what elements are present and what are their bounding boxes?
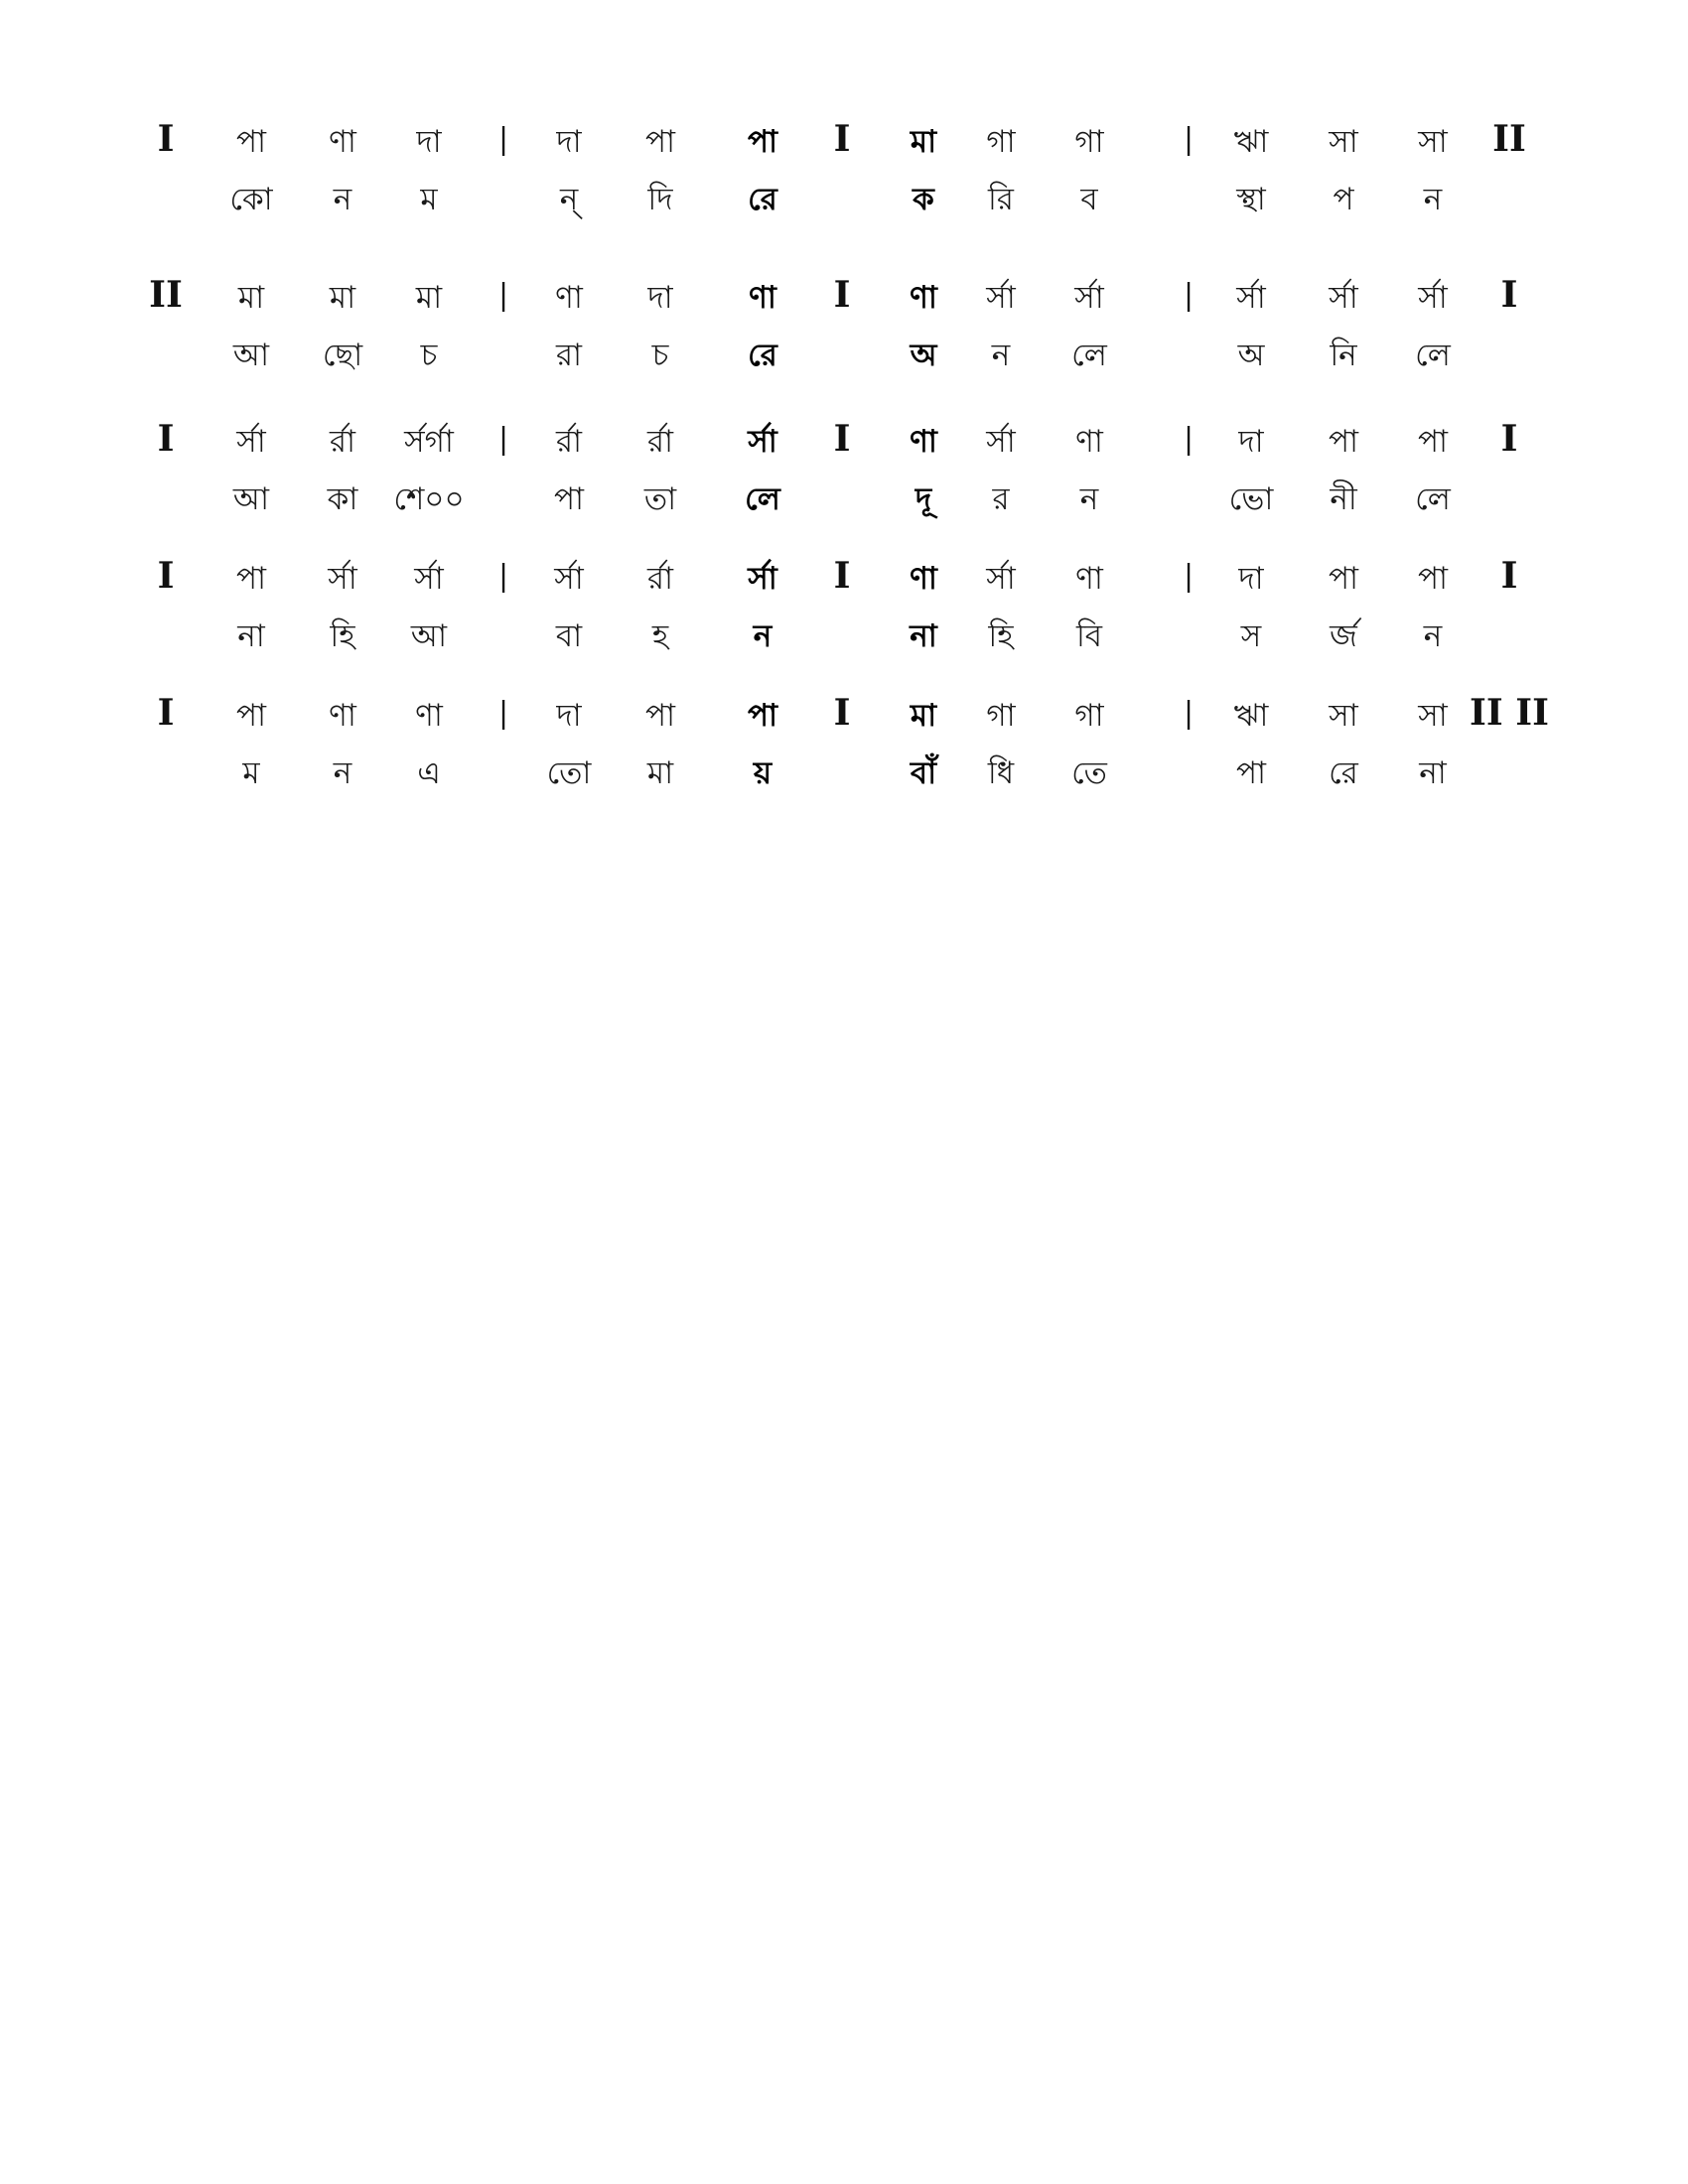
swara-note: পা	[644, 698, 676, 734]
swara-note: র্সা	[414, 561, 444, 597]
measure-bar: I	[157, 555, 175, 597]
lyric-syllable: য়	[753, 755, 773, 791]
notation-system	[0, 118, 1688, 236]
swara-note: দা	[556, 124, 582, 160]
swara-note: সা	[1329, 124, 1358, 160]
lyric-syllable: ছো	[322, 338, 363, 373]
swara-note: মা	[910, 698, 937, 734]
lyric-syllable: মা	[646, 755, 674, 791]
swara-note: র্সা	[748, 561, 777, 597]
swara-note: দা	[1238, 561, 1264, 597]
lyric-syllable: পা	[1235, 755, 1267, 791]
lyric-syllable: না	[237, 618, 265, 654]
swara-note: র্সা	[236, 424, 266, 460]
lyric-syllable: লে	[1415, 338, 1451, 373]
lyric-syllable: ব	[1080, 182, 1098, 217]
swara-note: ণা	[1075, 424, 1103, 460]
swara-note: র্সা	[986, 561, 1016, 597]
measure-bar: I	[833, 274, 851, 316]
lyric-syllable: লে	[1415, 481, 1451, 517]
lyric-syllable: ন	[753, 618, 773, 654]
lyric-syllable: ক	[913, 182, 934, 217]
lyric-syllable: তা	[643, 481, 677, 517]
lyric-syllable: ন	[1423, 182, 1443, 217]
lyric-syllable: র্জ	[1330, 618, 1357, 654]
measure-bar: I	[1500, 418, 1518, 460]
swara-note: র্সা	[554, 561, 584, 597]
swara-note: র্সা	[986, 280, 1016, 316]
swara-note: ণা	[910, 424, 937, 460]
swara-note: পা	[1328, 424, 1359, 460]
lyric-syllable: না	[1419, 755, 1447, 791]
swara-note: সা	[1329, 698, 1358, 734]
swara-note: গা	[986, 698, 1016, 734]
measure-bar: I	[157, 118, 175, 160]
swara-note: গা	[1074, 698, 1104, 734]
lyric-syllable: ন	[333, 182, 352, 217]
measure-bar: I	[157, 418, 175, 460]
lyric-syllable: বাঁ	[910, 755, 937, 791]
swara-note: র্সা	[1074, 280, 1104, 316]
swara-note: গা	[986, 124, 1016, 160]
lyric-syllable: আ	[232, 481, 270, 517]
swara-note: ণা	[1075, 561, 1103, 597]
lyric-syllable: অ	[910, 338, 937, 373]
lyric-syllable: তো	[546, 755, 592, 791]
measure-bar: I	[833, 418, 851, 460]
swara-note: পা	[644, 124, 676, 160]
lyric-syllable: চ	[420, 338, 438, 373]
lyric-syllable: ন	[991, 338, 1011, 373]
measure-bar: II	[1492, 118, 1526, 160]
measure-bar: I	[157, 692, 175, 734]
notation-system	[0, 692, 1688, 810]
swara-note: পা	[747, 698, 778, 734]
measure-bar: I	[833, 118, 851, 160]
measure-bar: I	[1500, 274, 1518, 316]
beat-divider: |	[497, 278, 509, 313]
beat-divider: |	[497, 122, 509, 157]
lyric-syllable: নী	[1330, 481, 1357, 517]
beat-divider: |	[1183, 422, 1195, 457]
swara-note: র্সা	[986, 424, 1016, 460]
lyric-syllable: রি	[988, 182, 1014, 217]
lyric-syllable: পা	[553, 481, 585, 517]
lyric-syllable: ম	[242, 755, 260, 791]
swara-note: র্সা	[1418, 280, 1448, 316]
swara-note: ণা	[329, 698, 356, 734]
swara-note: ঋা	[1233, 698, 1269, 734]
lyric-syllable: ন	[1079, 481, 1099, 517]
swara-note: গা	[1074, 124, 1104, 160]
swara-note: মা	[910, 124, 937, 160]
swara-note: দা	[416, 124, 442, 160]
lyric-syllable: দি	[647, 182, 673, 217]
lyric-syllable: না	[910, 618, 937, 654]
lyric-syllable: ন	[333, 755, 352, 791]
lyric-syllable: কা	[327, 481, 358, 517]
swara-note: ণা	[910, 561, 937, 597]
swara-note: র্রা	[329, 424, 356, 460]
swara-note: ণা	[910, 280, 937, 316]
beat-divider: |	[1183, 696, 1195, 731]
lyric-syllable: প	[1333, 182, 1354, 217]
lyric-syllable: হি	[988, 618, 1014, 654]
lyric-syllable: তে	[1071, 755, 1107, 791]
swara-note: দা	[556, 698, 582, 734]
beat-divider: |	[1183, 278, 1195, 313]
lyric-syllable: রে	[748, 182, 777, 217]
swara-note: সা	[1418, 698, 1448, 734]
lyric-syllable: এ	[417, 755, 441, 791]
lyric-syllable: ম	[420, 182, 438, 217]
swara-note: দা	[647, 280, 673, 316]
swara-note: র্সা	[1236, 280, 1266, 316]
measure-bar: II II	[1470, 692, 1549, 734]
lyric-syllable: নি	[1330, 338, 1357, 373]
swara-note: র্সর্গা	[404, 424, 454, 460]
swara-note: র্সা	[328, 561, 357, 597]
swara-note: পা	[1417, 561, 1449, 597]
lyric-syllable: হি	[330, 618, 355, 654]
swara-note: মা	[329, 280, 356, 316]
beat-divider: |	[497, 559, 509, 594]
lyric-syllable: চ	[651, 338, 669, 373]
lyric-syllable: কো	[229, 182, 273, 217]
measure-bar: I	[833, 555, 851, 597]
lyric-syllable: আ	[410, 618, 448, 654]
lyric-syllable: ন্	[559, 182, 579, 217]
measure-bar: I	[1500, 555, 1518, 597]
swara-note: পা	[1328, 561, 1359, 597]
swara-note: পা	[235, 698, 267, 734]
lyric-syllable: আ	[232, 338, 270, 373]
swara-note: ণা	[329, 124, 356, 160]
lyric-syllable: স	[1240, 618, 1262, 654]
notation-system	[0, 418, 1688, 536]
lyric-syllable: অ	[1237, 338, 1265, 373]
lyric-syllable: রে	[1329, 755, 1358, 791]
swara-note: মা	[415, 280, 443, 316]
swara-note: পা	[747, 124, 778, 160]
swara-note: পা	[235, 561, 267, 597]
swara-note: ণা	[555, 280, 583, 316]
measure-bar: II	[149, 274, 183, 316]
lyric-syllable: দূ	[914, 481, 932, 517]
swara-note: পা	[1417, 424, 1449, 460]
swara-note: সা	[1418, 124, 1448, 160]
lyric-syllable: ধি	[987, 755, 1015, 791]
beat-divider: |	[497, 422, 509, 457]
lyric-syllable: রা	[555, 338, 583, 373]
notation-system	[0, 555, 1688, 673]
lyric-syllable: রে	[748, 338, 777, 373]
swara-note: ণা	[415, 698, 443, 734]
swara-note: র্রা	[646, 561, 674, 597]
swara-note: র্রা	[555, 424, 583, 460]
lyric-syllable: ভো	[1228, 481, 1274, 517]
swara-note: পা	[235, 124, 267, 160]
swara-note: দা	[1238, 424, 1264, 460]
swara-note: র্সা	[1329, 280, 1358, 316]
lyric-syllable: হ	[651, 618, 669, 654]
lyric-syllable: বি	[1075, 618, 1103, 654]
swara-note: র্রা	[646, 424, 674, 460]
lyric-syllable: ন	[1423, 618, 1443, 654]
beat-divider: |	[497, 696, 509, 731]
lyric-syllable: লে	[1071, 338, 1107, 373]
swara-note: ঋা	[1233, 124, 1269, 160]
notation-system	[0, 274, 1688, 392]
measure-bar: I	[833, 692, 851, 734]
swara-note: মা	[237, 280, 265, 316]
lyric-syllable: শে০০	[393, 481, 465, 517]
beat-divider: |	[1183, 559, 1195, 594]
lyric-syllable: বা	[555, 618, 583, 654]
beat-divider: |	[1183, 122, 1195, 157]
lyric-syllable: লে	[745, 481, 780, 517]
swara-note: ণা	[749, 280, 776, 316]
lyric-syllable: র	[992, 481, 1010, 517]
lyric-syllable: স্থা	[1236, 182, 1266, 217]
swara-note: র্সা	[748, 424, 777, 460]
